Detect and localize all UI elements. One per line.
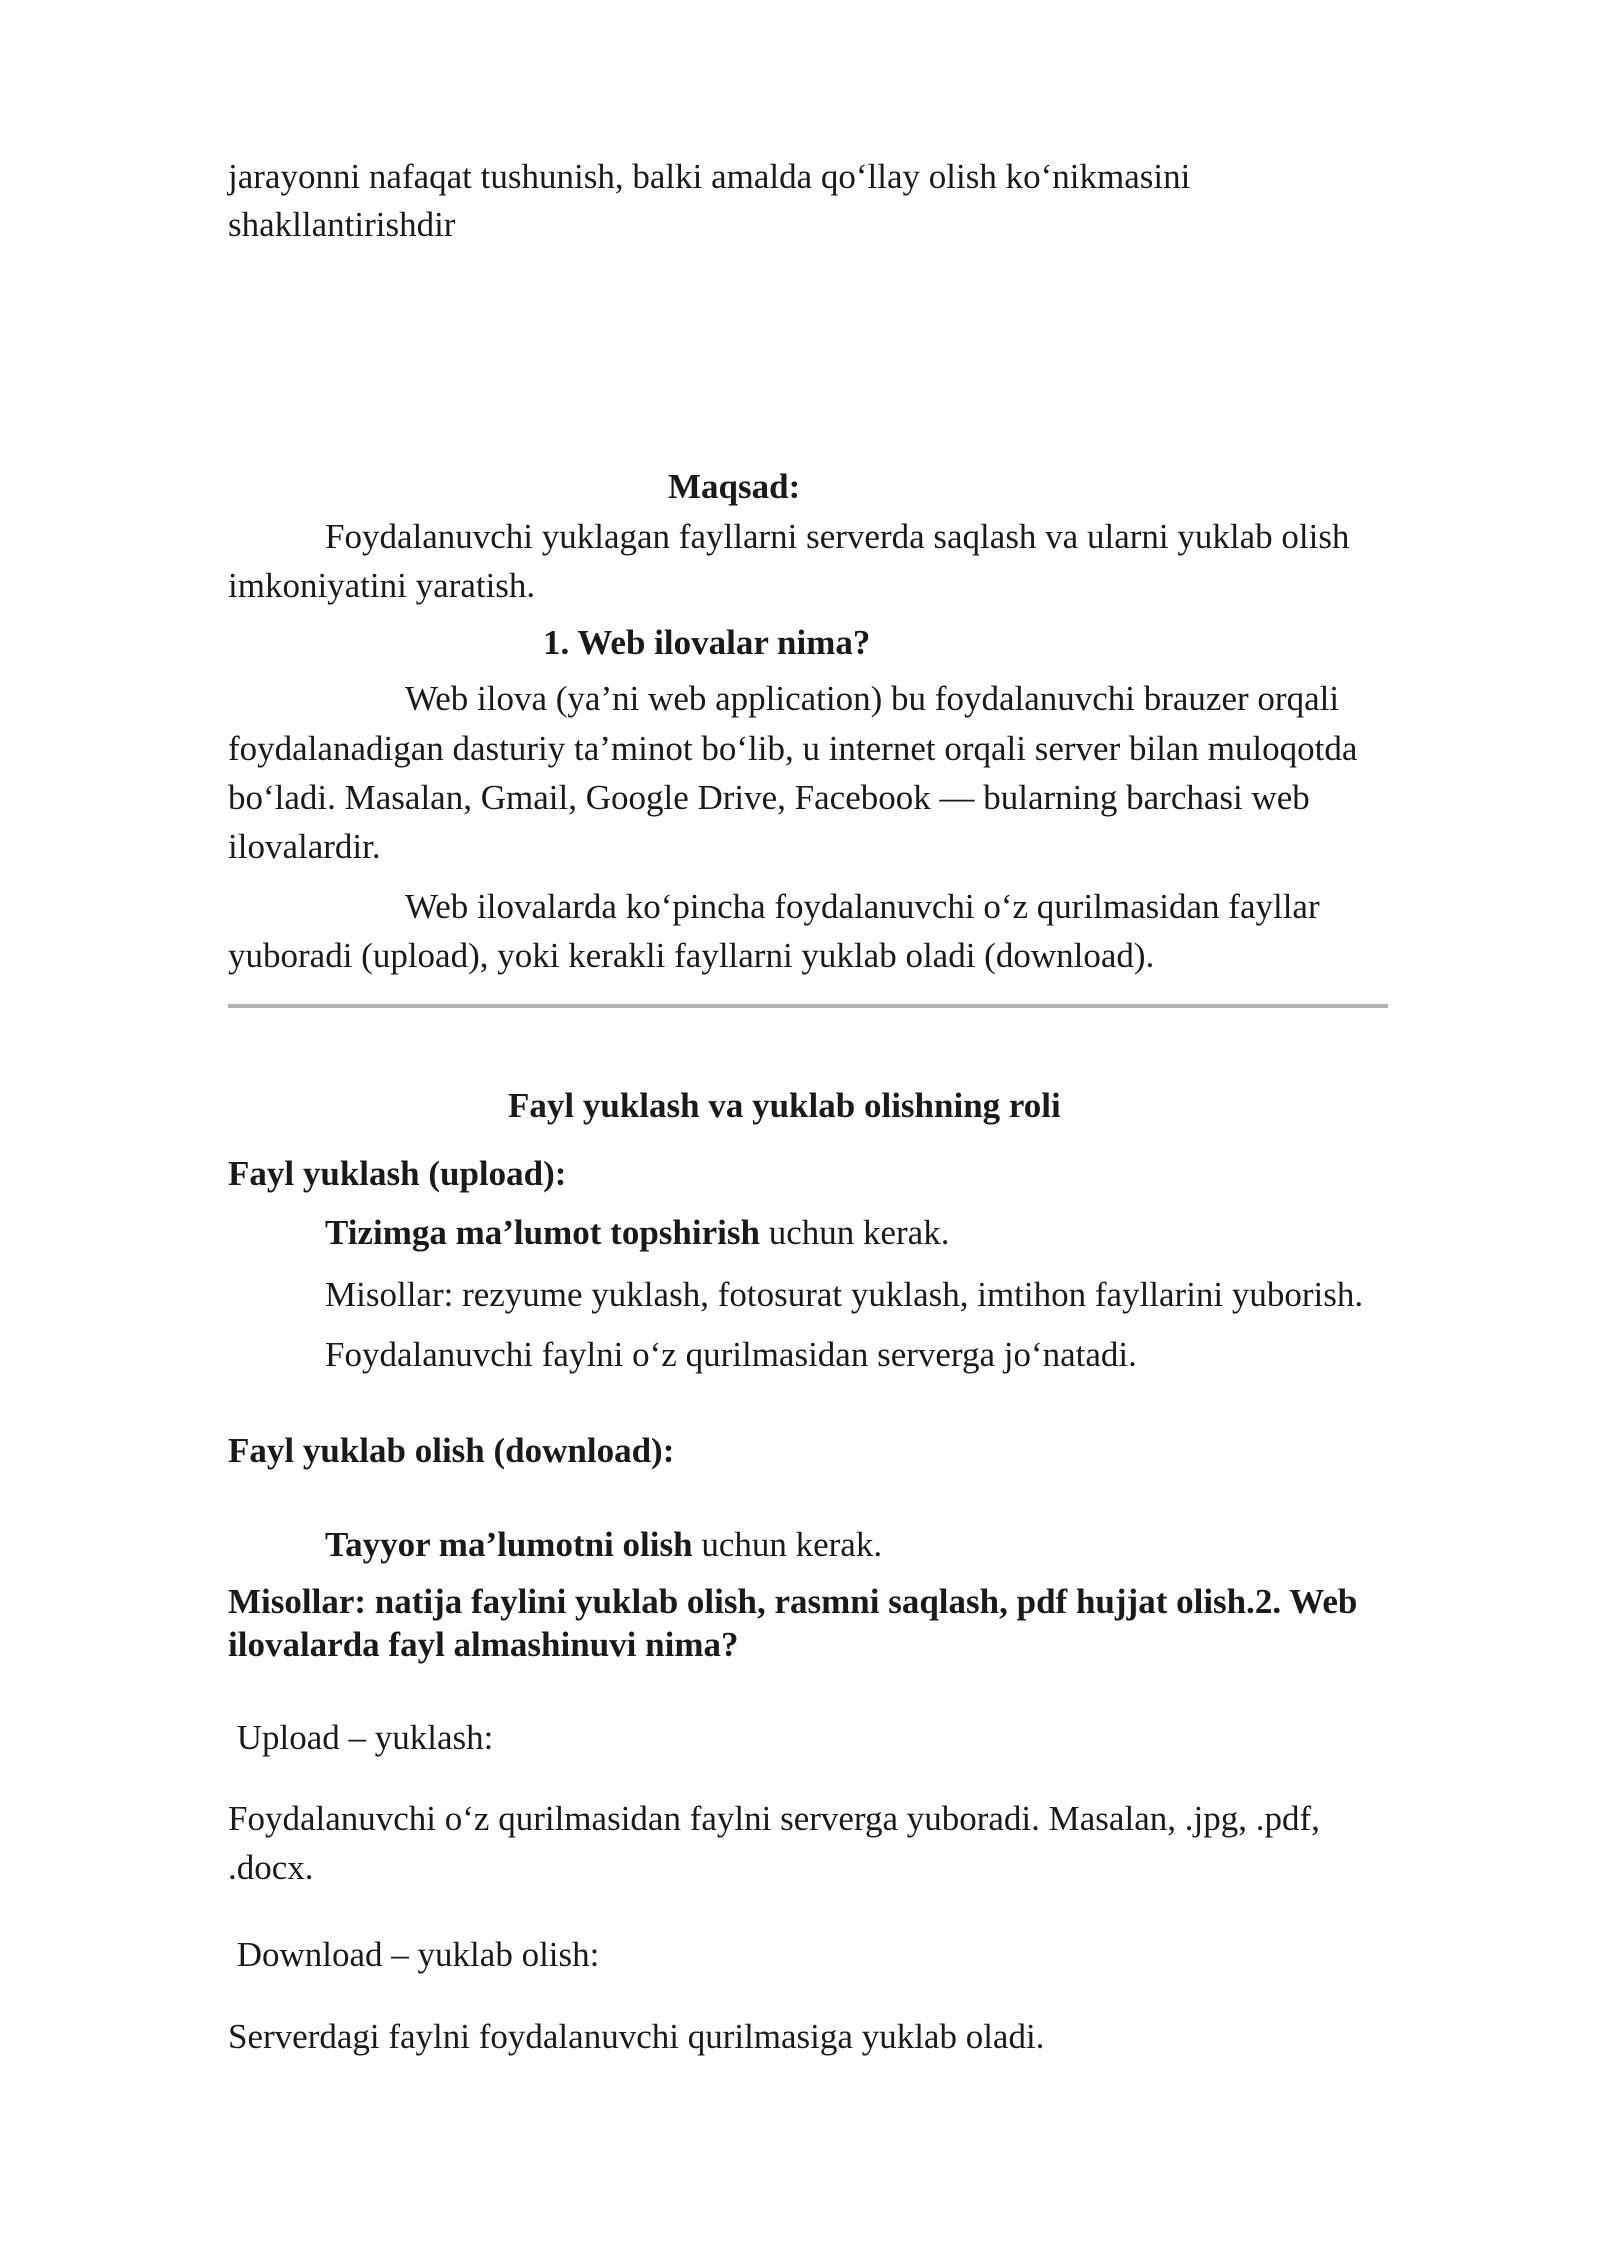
exchange-download-label: Download – yuklab olish: xyxy=(228,1935,600,1974)
horizontal-divider xyxy=(228,1004,1388,1008)
upload-item-3: Foydalanuvchi faylni o‘z qurilmasidan serverga jo‘natadi. xyxy=(325,1335,1137,1374)
upload-item-1-bold: Tizimga ma’lumot topshirish xyxy=(325,1213,760,1252)
section-1-heading: 1. Web ilovalar nima? xyxy=(543,623,871,662)
goal-heading: Maqsad: xyxy=(668,467,801,506)
intro-line-2: shakllantirishdir xyxy=(228,205,456,244)
goal-line-2: imkoniyatini yaratish. xyxy=(228,566,536,605)
section-1-p2-line-2: yuboradi (upload), yoki kerakli fayllarni yuklab oladi (download). xyxy=(228,936,1155,975)
upload-heading: Fayl yuklash (upload): xyxy=(228,1154,567,1193)
download-examples-line-1: Misollar: natija faylini yuklab olish, rasmni saqlash, pdf hujjat olish.2. Web xyxy=(228,1582,1358,1621)
section-1-p1-line-1: Web ilova (ya’ni web application) bu foydalanuvchi brauzer orqali xyxy=(405,679,1340,718)
download-item-1-bold: Tayyor ma’lumotni olish xyxy=(325,1525,693,1564)
download-examples-line-2: ilovalarda fayl almashinuvi nima? xyxy=(228,1625,739,1664)
roles-heading: Fayl yuklash va yuklab olishning roli xyxy=(508,1086,1061,1125)
section-1-p2-line-1: Web ilovalarda ko‘pincha foydalanuvchi o‘z qurilmasidan fayllar xyxy=(405,887,1320,926)
exchange-download-desc: Serverdagi faylni foydalanuvchi qurilmasiga yuklab oladi. xyxy=(228,2017,1045,2056)
upload-item-2: Misollar: rezyume yuklash, fotosurat yuklash, imtihon fayllarini yuborish. xyxy=(325,1275,1364,1314)
section-1-p1-line-4: ilovalardir. xyxy=(228,827,381,866)
section-1-p1-line-2: foydalanadigan dasturiy ta’minot bo‘lib, u internet orqali server bilan muloqotda xyxy=(228,729,1358,768)
exchange-upload-desc-line-2: .docx. xyxy=(228,1848,314,1887)
intro-line-1: jarayonni nafaqat tushunish, balki amalda qo‘llay olish ko‘nikmasini xyxy=(228,157,1191,196)
download-item-1 xyxy=(325,1520,882,1569)
goal-line-1: Foydalanuvchi yuklagan fayllarni serverda saqlash va ularni yuklab olish xyxy=(325,517,1350,556)
download-heading: Fayl yuklab olish (download): xyxy=(228,1431,675,1470)
exchange-upload-label: Upload – yuklash: xyxy=(228,1718,494,1757)
section-1-p1-line-3: bo‘ladi. Masalan, Gmail, Google Drive, Facebook — bularning barchasi web xyxy=(228,778,1310,817)
upload-item-1-rest: uchun kerak. xyxy=(759,1213,950,1252)
exchange-upload-desc-line-1: Foydalanuvchi o‘z qurilmasidan faylni serverga yuboradi. Masalan, .jpg, .pdf, xyxy=(228,1799,1320,1838)
download-item-1-rest: uchun kerak. xyxy=(692,1525,883,1564)
upload-item-1 xyxy=(325,1208,949,1257)
